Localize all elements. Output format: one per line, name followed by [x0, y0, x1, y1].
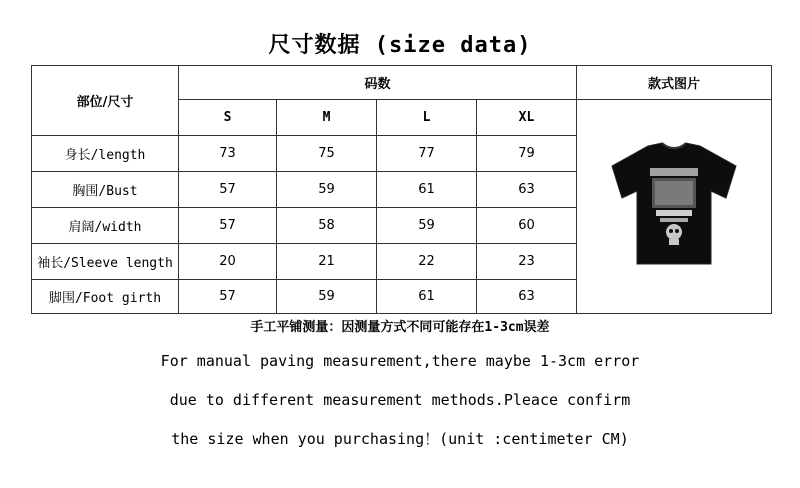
row-label-length: 身长/length [32, 136, 179, 172]
size-header-s: S [179, 100, 277, 136]
measurement-note-en-1: For manual paving measurement,there maybe 1-3cm error [160, 352, 640, 370]
cell-value: 75 [277, 136, 377, 172]
cell-value: 63 [477, 280, 577, 314]
cell-value: 20 [179, 244, 277, 280]
cell-value: 59 [277, 280, 377, 314]
cell-value: 77 [377, 136, 477, 172]
row-label-width: 肩阔/width [32, 208, 179, 244]
cell-value: 22 [377, 244, 477, 280]
cell-value: 21 [277, 244, 377, 280]
measurement-note-cn: 手工平铺测量：因测量方式不同可能存在1-3cm误差 [250, 320, 550, 335]
tshirt-icon [608, 140, 740, 270]
measurement-note-en-3: the size when you purchasing！(unit :centimeter CM) [171, 430, 629, 448]
photo-header: 款式图片 [577, 66, 772, 100]
cell-value: 60 [477, 208, 577, 244]
cell-value: 57 [179, 172, 277, 208]
size-table [31, 65, 772, 314]
cell-value: 58 [277, 208, 377, 244]
cell-value: 63 [477, 172, 577, 208]
cell-value: 23 [477, 244, 577, 280]
cell-value: 59 [377, 208, 477, 244]
cell-value: 79 [477, 136, 577, 172]
cell-value: 61 [377, 280, 477, 314]
row-label-foot-girth: 脚围/Foot girth [32, 280, 179, 314]
measurement-note-en-2: due to different measurement methods.Pleace confirm [169, 391, 631, 409]
row-label-bust: 胸围/Bust [32, 172, 179, 208]
product-photo-cell [577, 100, 772, 314]
page-title: 尺寸数据 (size data) [268, 33, 532, 58]
size-header-xl: XL [477, 100, 577, 136]
cell-value: 59 [277, 172, 377, 208]
row-label-sleeve-length: 袖长/Sleeve length [32, 244, 179, 280]
size-header-l: L [377, 100, 477, 136]
cell-value: 57 [179, 208, 277, 244]
cell-value: 57 [179, 280, 277, 314]
size-header-m: M [277, 100, 377, 136]
cell-value: 73 [179, 136, 277, 172]
size-group-header: 码数 [179, 66, 577, 100]
cell-value: 61 [377, 172, 477, 208]
corner-header: 部位/尺寸 [32, 66, 179, 136]
